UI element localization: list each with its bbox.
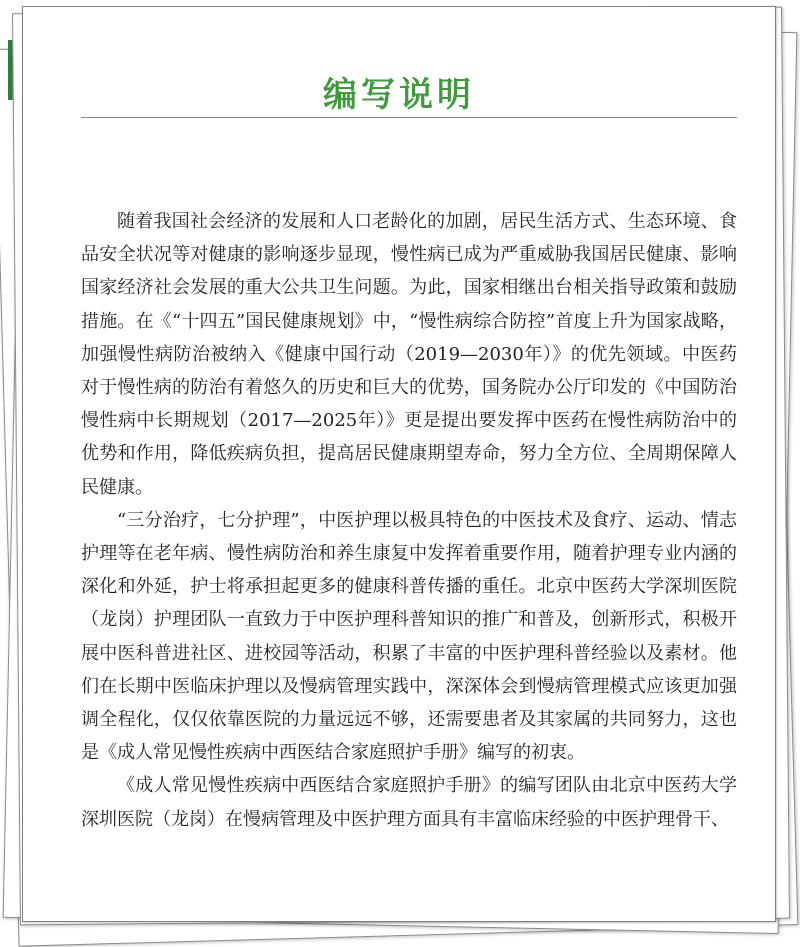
- title-divider: [81, 117, 737, 118]
- paragraph: 《成人常见慢性疾病中西医结合家庭照护手册》的编写团队由北京中医药大学深圳医院（龙岗）在慢病管理及中医护理方面具有丰富临床经验的中医护理骨干、: [81, 775, 737, 830]
- document-body: [81, 205, 737, 836]
- paragraph: 随着我国社会经济的发展和人口老龄化的加剧，居民生活方式、生态环境、食品安全状况等对健康的影响逐步显现，慢性病已成为严重威胁我国居民健康、影响国家经济社会发展的重大公共卫生问题。为此，国家相继出台相关指导政策和鼓励措施。在《“十四五”国民健康规划》中，“慢性病综合防控”首度上升为国家战略，加强慢性病防治被纳入《健康中国行动（2019—2030年）》的优先领域。中医药对于慢性病的防治有着悠久的历史和巨大的优势，国务院办公厅印发的《中国防治慢性病中长期规划（2017—2025年）》更是提出要发挥中医药在慢性病防治中的优势和作用，降低疾病负担，提高居民健康期望寿命，努力全方位、全周期保障人民健康。: [81, 211, 737, 498]
- document-page: [22, 6, 776, 922]
- page-title: 编写说明: [323, 75, 475, 115]
- paragraph: “三分治疗，七分护理”，中医护理以极具特色的中医技术及食疗、运动、情志护理等在老年病、慢性病防治和养生康复中发挥着重要作用，随着护理专业内涵的深化和外延，护士将承担起更多的健康科普传播的重任。北京中医药大学深圳医院（龙岗）护理团队一直致力于中医护理科普知识的推广和普及，创新形式，积极开展中医科普进社区、进校园等活动，积累了丰富的中医护理科普经验以及素材。他们在长期中医临床护理以及慢病管理实践中，深深体会到慢病管理模式应该更加强调全程化，仅仅依靠医院的力量远远不够，还需要患者及其家属的共同努力，这也是《成人常见慢性疾病中西医结合家庭照护手册》编写的初衷。: [81, 509, 737, 764]
